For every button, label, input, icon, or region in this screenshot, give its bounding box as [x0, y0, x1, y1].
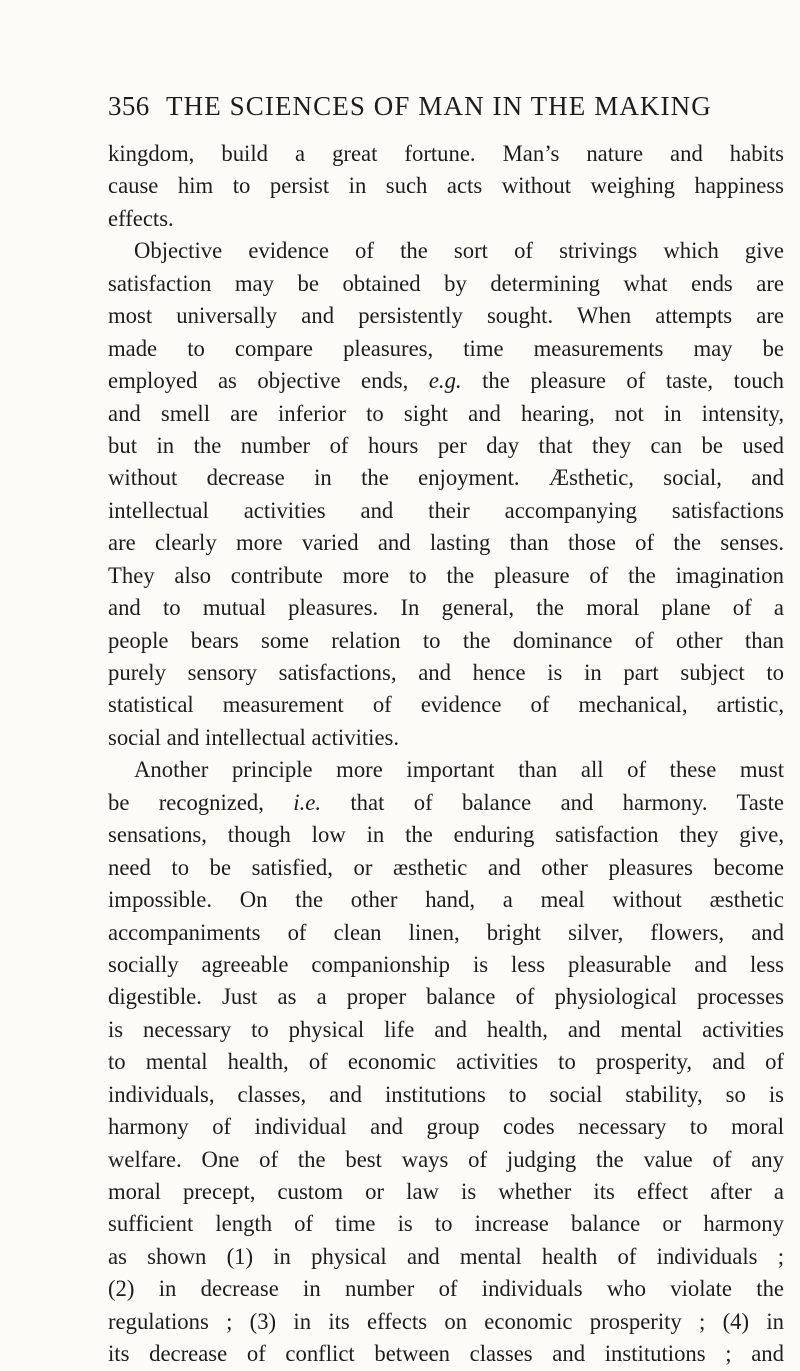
running-title: THE SCIENCES OF MAN IN THE MAKING	[166, 91, 712, 121]
page-number: 356	[108, 91, 150, 121]
text-line: be recognized, i.e. that of balance and harmony. Taste	[108, 789, 784, 815]
text-line: (2) in decrease in number of individuals who violate the	[108, 1276, 784, 1302]
text-line: digestible. Just as a proper balance of physiological processes	[108, 984, 784, 1010]
text-line: made to compare pleasures, time measurements may be	[108, 335, 784, 361]
text-line: need to be satisfied, or æsthetic and other pleasures become	[108, 854, 784, 880]
text-line: sufficient length of time is to increase balance or harmony	[108, 1211, 784, 1237]
running-head	[108, 88, 784, 128]
text-line: regulations ; (3) in its effects on economic prosperity ; (4) in	[108, 1308, 784, 1334]
text-line: welfare. One of the best ways of judging the value of any	[108, 1146, 784, 1172]
text-line: most universally and persistently sought. When attempts are	[108, 303, 784, 329]
text-line: but in the number of hours per day that they can be used	[108, 432, 784, 458]
text-line: social and intellectual activities.	[108, 724, 400, 750]
text-line: impossible. On the other hand, a meal without æsthetic	[108, 887, 784, 913]
text-line: effects.	[108, 205, 174, 231]
paragraph-first-line: Another principle more important than all of these must	[134, 757, 784, 783]
text-line: statistical measurement of evidence of mechanical, artistic,	[108, 692, 784, 718]
text-line: its decrease of conflict between classes and institutions ; and	[108, 1341, 784, 1367]
text-line: without decrease in the enjoyment. Æsthetic, social, and	[108, 465, 784, 491]
text-line: kingdom, build a great fortune. Man’s nature and habits	[108, 141, 784, 166]
text-line: sensations, though low in the enduring satisfaction they give,	[108, 822, 784, 848]
text-line: satisfaction may be obtained by determining what ends are	[108, 270, 784, 296]
text-line: is necessary to physical life and health, and mental activities	[108, 1016, 784, 1042]
text-line: harmony of individual and group codes necessary to moral	[108, 1114, 784, 1140]
text-line: socially agreeable companionship is less pleasurable and less	[108, 951, 784, 977]
book-page	[108, 88, 784, 1371]
paragraph-first-line: Objective evidence of the sort of strivings which give	[134, 238, 784, 264]
text-line: purely sensory satisfactions, and hence is in part subject to	[108, 660, 784, 685]
text-line: and smell are inferior to sight and hearing, not in intensity,	[108, 400, 784, 426]
text-line: are clearly more varied and lasting than those of the senses.	[108, 530, 784, 556]
body-text	[108, 138, 784, 1371]
text-line: to mental health, of economic activities to prosperity, and of	[108, 1049, 784, 1075]
text-line: employed as objective ends, e.g. the pleasure of taste, touch	[108, 368, 784, 394]
text-line: accompaniments of clean linen, bright silver, flowers, and	[108, 919, 784, 945]
text-line: as shown (1) in physical and mental health of individuals ;	[108, 1243, 784, 1269]
text-line: intellectual activities and their accompanying satisfactions	[108, 497, 784, 523]
text-line: moral precept, custom or law is whether its effect after a	[108, 1179, 784, 1204]
text-line: and to mutual pleasures. In general, the moral plane of a	[108, 595, 784, 621]
text-line: They also contribute more to the pleasure of the imagination	[108, 562, 784, 588]
text-line: people bears some relation to the dominance of other than	[108, 627, 784, 653]
text-line: cause him to persist in such acts without weighing happiness	[108, 173, 784, 199]
text-line: individuals, classes, and institutions to social stability, so is	[108, 1081, 784, 1107]
